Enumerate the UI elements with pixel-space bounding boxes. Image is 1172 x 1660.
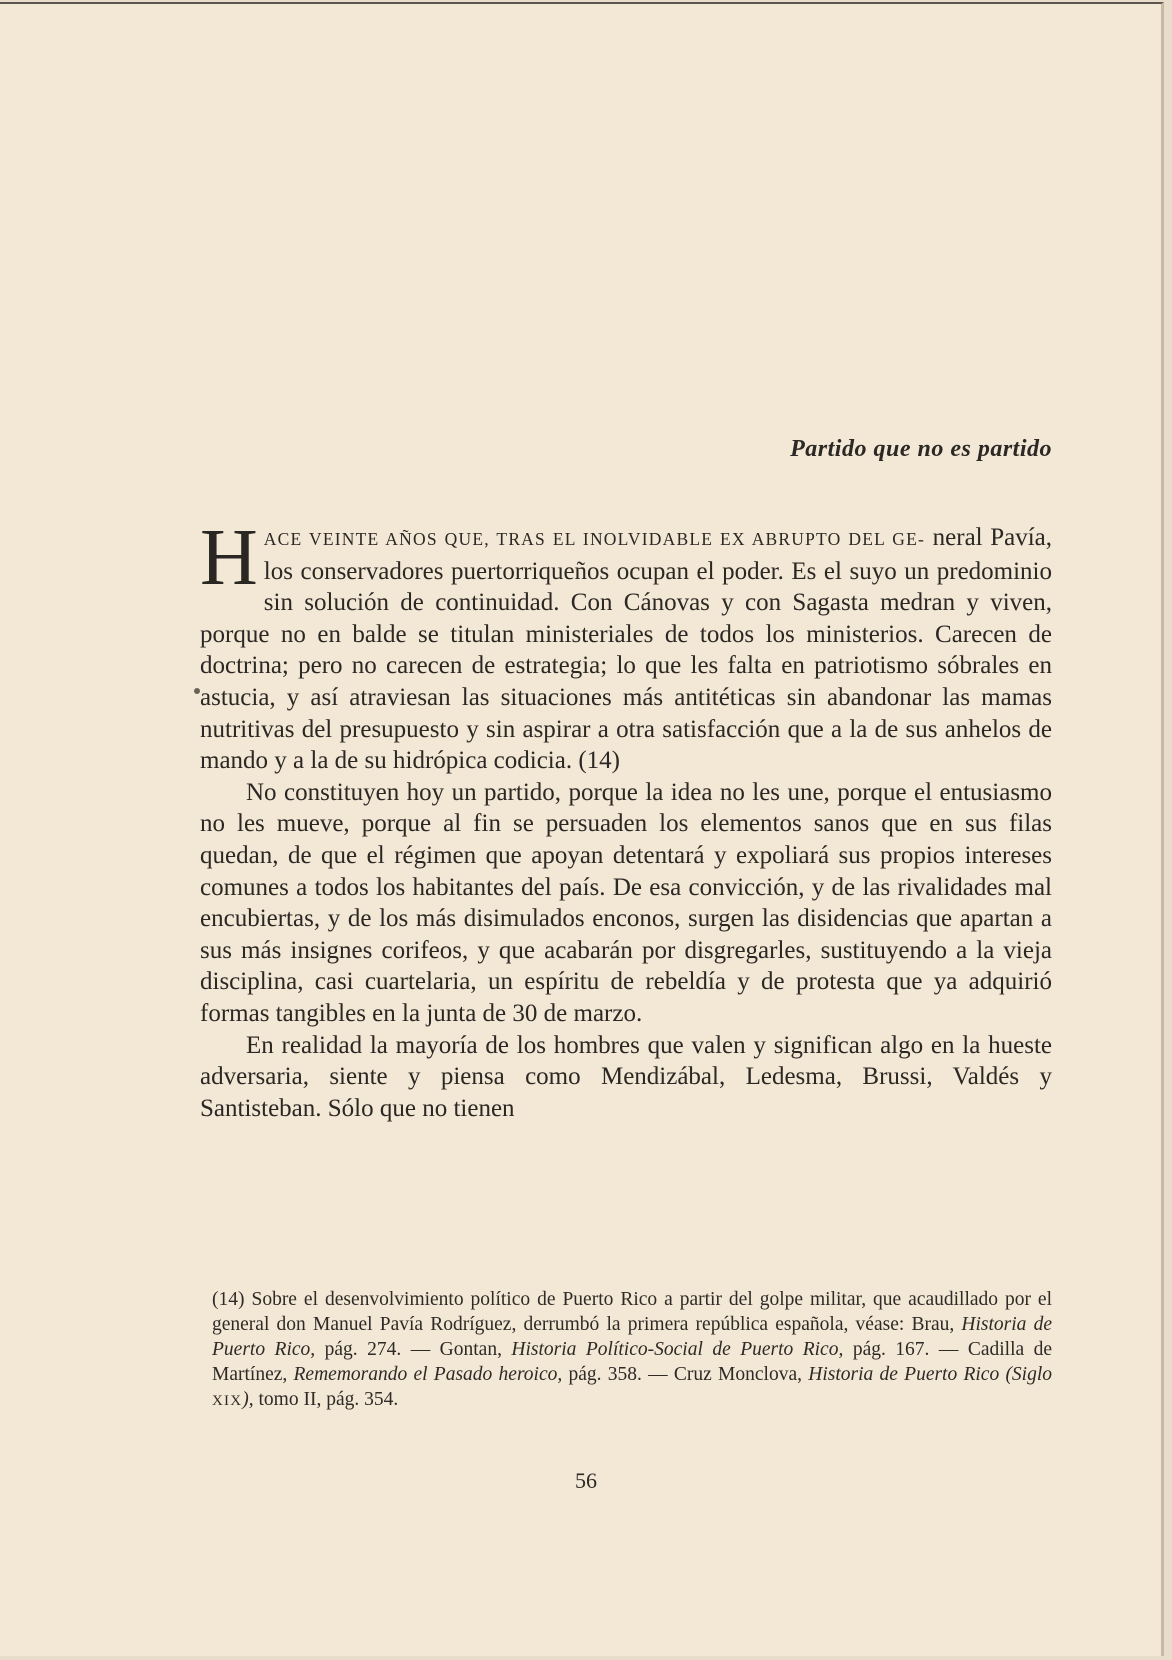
ink-smudge bbox=[194, 688, 200, 694]
footnote-ref1-title: Historia de Puerto Rico, bbox=[212, 1314, 1053, 1360]
footnote-ref4-century: XIX bbox=[212, 1393, 243, 1409]
footnote-14 bbox=[212, 1287, 1052, 1414]
page-number: 56 bbox=[575, 1468, 597, 1493]
footnote-ref4-page: tomo II, pág. 354. bbox=[258, 1389, 399, 1410]
paragraph-1-lead-caps: ACE VEINTE AÑOS QUE, TRAS EL INOLVIDABLE EX ABRUPTO DEL GE- bbox=[263, 529, 926, 549]
chapter-heading: Partido que no es partido bbox=[790, 436, 1052, 462]
paragraph-1 bbox=[200, 514, 1053, 777]
drop-cap: H bbox=[200, 514, 258, 602]
footnote-ref1-page: pág. 274. — Gontan, bbox=[324, 1339, 502, 1360]
footnote-label: (14) bbox=[212, 1289, 245, 1310]
paragraph-2: No constituyen hoy un partido, porque la idea no les une, porque el entusiasmo no les mueve, porque al fin se persuaden los elementos sanos que en sus filas quedan, de que el régimen que apoyan detentará y expoliará sus propios intereses comunes a todos los habitantes del país. De esa convicción, y de las rivalidades mal encubiertas, y de los más disimulados enconos, surgen las disidencias que apartan a sus más insignes corifeos, y que acabarán por disgregarles, sustituyendo a la vieja disciplina, casi cuartelaria, un espíritu de rebeldía y de protesta que ya adquirió formas tangibles en la junta de 30 de marzo. bbox=[200, 778, 1052, 1027]
paragraph-1-text: neral Pavía, los conservadores puertorriqueños ocupan el poder. Es el suyo un predominio sin solución de continuidad. Con Cánovas y con Sagasta medran y viven, porque no en balde se titulan ministeriales de todos los ministerios. Carecen de doctrina; pero no carecen de estrategia; lo que les falta en patriotismo sóbrales en astucia, y así atraviesan las situaciones más antitéticas sin abandonar las mamas nutritivas del presupuesto y sin aspirar a otra satisfacción que a la de sus anhelos de mando y a la de su hidrópica codicia. (14) bbox=[200, 524, 1053, 775]
footnote-ref4-title: Historia de Puerto Rico (Siglo bbox=[808, 1364, 1053, 1385]
footnote-intro: Sobre el desenvolvimiento político de Puerto Rico a partir del golpe militar, que acaudillado por el general don Manuel Pavía Rodríguez, derrumbó la primera república española, véase: Brau, bbox=[212, 1289, 1053, 1335]
main-text bbox=[200, 514, 1053, 1124]
footnote-ref2-title: Historia Político-Social de Puerto Rico, bbox=[511, 1339, 844, 1360]
footnote-ref4-close: ), bbox=[242, 1389, 254, 1410]
footnote-ref2-page: pág. 167. — Cadilla de Martínez, bbox=[212, 1339, 1053, 1385]
book-page bbox=[0, 2, 1164, 1656]
footnote-ref3-page: pág. 358. — Cruz Monclova, bbox=[568, 1364, 802, 1385]
footnote-ref3-title: Rememorando el Pasado heroico, bbox=[293, 1364, 563, 1385]
paragraph-3: En realidad la mayoría de los hombres que valen y significan algo en la hueste adversaria, siente y piensa como Mendizábal, Ledesma, Brussi, Valdés y Santisteban. Sólo que no tienen bbox=[200, 1031, 1052, 1122]
